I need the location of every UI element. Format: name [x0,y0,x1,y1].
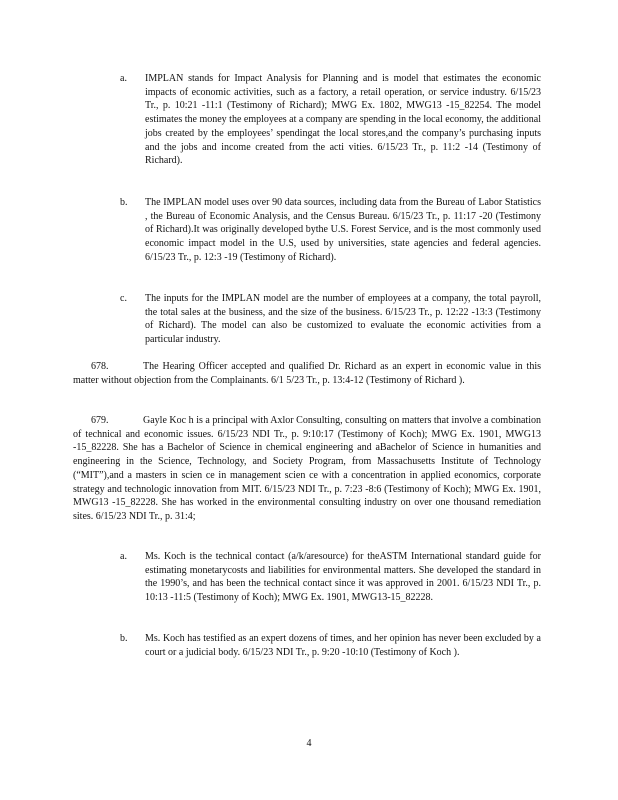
item-label: b. [120,197,128,208]
item-label: b. [120,633,128,644]
list-item-a [120,72,541,168]
item-text: Ms. Koch has testified as an expert dozens of times, and her opinion has never been excluded by a court or a judicial body. 6/15/23 NDI Tr., p. 9:20 -10:10 (Testimony of Koch ). [145,633,541,658]
list-item-679-b [120,632,541,659]
item-label: c. [120,293,127,304]
item-text: The inputs for the IMPLAN model are the number of employees at a company, the total payroll, the total sales at the business, and the size of the business. 6/15/23 Tr., p. 12:22 -13:3 (Testimony of Richard). The model can also be customized to evaluate the economic activities from a particular industry. [145,293,541,346]
paragraph-text: The Hearing Officer accepted and qualified Dr. Richard as an expert in economic value in this matter without objection from the Complainants. 6/1 5/23 Tr., p. 13:4-12 (Testimony of Richard ). [73,361,541,386]
paragraph-678 [73,360,541,387]
list-item-c [120,292,541,347]
paragraph-679 [73,414,541,524]
item-text: The IMPLAN model uses over 90 data sources, including data from the Bureau of Labor Statistics , the Bureau of Economic Analysis, and the Census Bureau. 6/15/23 Tr., p. 11:17 -20 (Testimony of Richard).It was originally developed bythe U.S. Forest Service, and is the most commonly used economic impact model in the U.S, used by universities, state agencies and federal agencies. 6/15/23 Tr., p. 12:3 -19 (Testimony of Richard). [145,197,541,263]
paragraph-text: Gayle Koc h is a principal with Axlor Consulting, consulting on matters that involve a combination of technical and economic issues. 6/15/23 NDI Tr., p. 9:10:17 (Testimony of Koch); MWG Ex. 1901, MWG13 -15_82228. She has a Bachelor of Science in chemical engineering and aBachelor of Science in humanities and engineering in the Science, Technology, and Society Program, from Massachusetts Institute of Technology (“MIT”),and a masters in scien ce in management scien ce with a concentration in applied economics, corporate strategy and technologic innovation from MIT. 6/15/23 NDI Tr., p. 7:23 -8:6 (Testimony of Koch); MWG Ex. 1901, MWG13 -15_82228. She has worked in the environmental consulting industry on over one thousand remediation sites. 6/15/23 NDI Tr., p. 31:4; [73,415,541,522]
list-item-679-a [120,550,541,605]
list-item-b [120,196,541,265]
item-label: a. [120,551,127,562]
paragraph-number: 678. [91,361,109,372]
item-text: IMPLAN stands for Impact Analysis for Planning and is model that estimates the economic impacts of economic activities, such as a factory, a retail operation, or service industry. 6/15/23 Tr., p. 10:21 -11:1 (Testimony of Richard); MWG Ex. 1802, MWG13 -15_82254. The model estimates the money the employees at a company are spending in the local economy, the additional jobs created by the employees’ spendingat the local stores,and the company’s purchasing inputs and the jobs and income created from the acti vities. 6/15/23 Tr., p. 11:2 -14 (Testimony of Richard). [145,73,541,167]
item-text: Ms. Koch is the technical contact (a/k/aresource) for theASTM International standard guide for estimating monetarycosts and liabilities for environmental matters. She developed the standard in the 1990’s, and has been the technical contact since it was approved in 2001. 6/15/23 NDI Tr., p. 10:13 -11:5 (Testimony of Koch); MWG Ex. 1901, MWG13-15_82228. [145,551,541,604]
page-number: 4 [306,738,312,749]
paragraph-number: 679. [91,415,109,426]
item-label: a. [120,73,127,84]
